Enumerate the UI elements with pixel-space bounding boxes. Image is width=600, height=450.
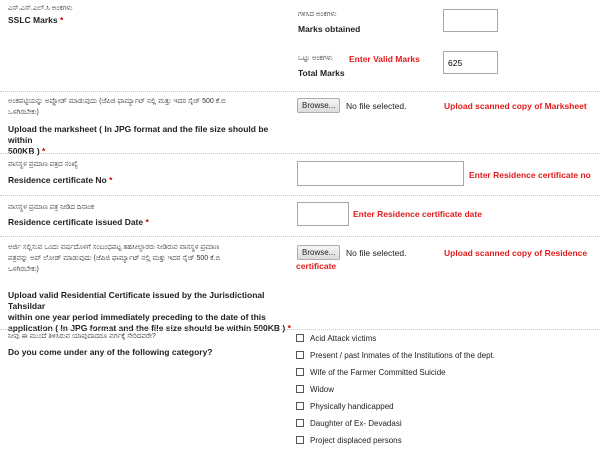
residence-upload-label-text-2: within one year period immediately preceding to the date of this [8,312,266,322]
checkbox[interactable] [296,402,304,410]
residence-no-input[interactable] [297,161,464,186]
marksheet-label-text: Upload the marksheet ( In JPG format and the file size should be within [8,124,269,145]
category-option[interactable] [296,417,402,429]
residence-upload-error-2: certificate [296,261,337,271]
checkbox[interactable] [296,334,304,342]
residence-file-status: No file selected. [346,248,407,258]
residence-no-error: Enter Residence certificate no [469,170,591,180]
marks-obtained-input[interactable] [443,9,498,32]
residence-no-label-text: Residence certificate No [8,175,107,185]
required-mark: * [59,15,64,25]
marksheet-label-kn-2: ಒಳಗಿರಬೇಕು) [8,109,39,116]
divider [0,153,600,154]
checkbox-label: Wife of the Farmer Committed Suicide [310,367,446,377]
checkbox[interactable] [296,351,304,359]
required-mark: * [109,175,113,185]
marksheet-browse-button[interactable]: Browse... [297,98,340,113]
divider [0,236,600,237]
residence-upload-label-text: Upload valid Residential Certificate issued by the Jurisdictional Tahsildar [8,290,265,311]
category-option[interactable] [296,349,495,361]
total-marks-label-kn: ಒಟ್ಟು ಅಂಕಗಳು [298,55,333,62]
sslc-label [8,15,63,26]
total-marks-input[interactable] [443,51,498,74]
marks-obtained-label-kn: ಗಳಿಸಿದ ಅಂಕಗಳು [298,11,337,18]
sslc-label-kn: ಎಸ್.ಎಸ್.ಎಲ್.ಸಿ ಅಂಕಗಳು [8,5,73,12]
marksheet-error: Upload scanned copy of Marksheet [444,101,587,111]
category-label-kn: ನೀವು ಈ ಮುಂದೆ ತಿಳಿಸಿರುವ ಯಾವುದಾದರೂ ವರ್ಗಕ್ಕೆ ಸೇರಿದವರೇ? [8,333,156,340]
category-option[interactable] [296,332,376,344]
checkbox[interactable] [296,436,304,444]
total-marks-error: Enter Valid Marks [349,54,420,64]
residence-no-label-kn: ವಾಸಸ್ಥಳ ಪ್ರಮಾಣ ಪತ್ರದ ಸಂಖ್ಯೆ [8,161,78,168]
residence-date-label-text: Residence certificate issued Date [8,217,144,227]
marksheet-label-kn: ಅಂಕಪಟ್ಟಿಯನ್ನು ಅಪ್ಲೋಡ್ ಮಾಡುವುದು (ಜೆಪಿಜಿ ಫಾರ್ಮ್ಯಾಟ್ ನಲ್ಲಿ ಮತ್ತು ಇದರ ಸೈಜ್ 500 ಕೆ.ಬಿ [8,98,226,105]
divider [0,91,600,92]
required-mark: * [287,323,291,333]
residence-upload-label-kn-2: ಪತ್ರವನ್ನು ಅಪ್ ಲೋಡ್ ಮಾಡುವುದು (ಜೆಪಿಜಿ ಫಾರ್ಮ್ಯಾಟ್ ನಲ್ಲಿ ಮತ್ತು ಇದರ ಸೈಜ್ 500 ಕೆ.ಬಿ [8,255,221,262]
category-option[interactable] [296,383,334,395]
checkbox-label: Widow [310,384,335,394]
marks-obtained-label: Marks obtained [298,24,361,34]
residence-date-input[interactable] [297,202,349,226]
marksheet-label-text-2: 500KB ) [8,146,40,156]
total-marks-label: Total Marks [298,68,345,78]
residence-upload-label-text-3: application ( In JPG format and the file size should be within 500KB ) [8,323,286,333]
marksheet-file-status: No file selected. [346,101,407,111]
checkbox-label: Physically handicapped [310,401,394,411]
checkbox[interactable] [296,368,304,376]
residence-browse-button[interactable]: Browse... [297,245,340,260]
category-option[interactable] [296,400,394,412]
sslc-label-text: SSLC Marks [8,15,58,25]
required-mark: * [145,217,149,227]
residence-date-error: Enter Residence certificate date [353,209,482,219]
checkbox[interactable] [296,385,304,393]
required-mark: * [42,146,46,156]
category-label: Do you come under any of the following category? [8,347,213,357]
category-option[interactable] [296,434,402,446]
residence-upload-label [8,290,298,334]
divider [0,195,600,196]
category-option[interactable] [296,366,446,378]
residence-date-label [8,217,149,228]
checkbox-label: Project displaced persons [310,435,402,445]
residence-upload-label-kn: ಅರ್ಜಿ ಸಲ್ಲಿಸುವ ಒಂದು ವರ್ಷದೊಳಗೆ ಸಂಬಂಧಪಟ್ಟ ತಹಸೀಲ್ದಾರರು ನೀಡಿರುವ ವಾಸಸ್ಥಳ ಪ್ರಮಾಣ [8,244,220,251]
checkbox-label: Acid Attack victims [310,333,377,343]
residence-no-label [8,175,112,186]
residence-upload-label-kn-3: ಒಳಗಿರಬೇಕು) [8,266,39,273]
checkbox-label: Daughter of Ex- Devadasi [310,418,402,428]
residence-date-label-kn: ವಾಸಸ್ಥಳ ಪ್ರಮಾಣ ಪತ್ರ ನೀಡಿದ ದಿನಾಂಕ [8,204,95,211]
residence-upload-error: Upload scanned copy of Residence [444,248,588,258]
divider [0,329,600,330]
checkbox[interactable] [296,419,304,427]
checkbox-label: Present / past Inmates of the Institutions of the dept. [310,350,495,360]
